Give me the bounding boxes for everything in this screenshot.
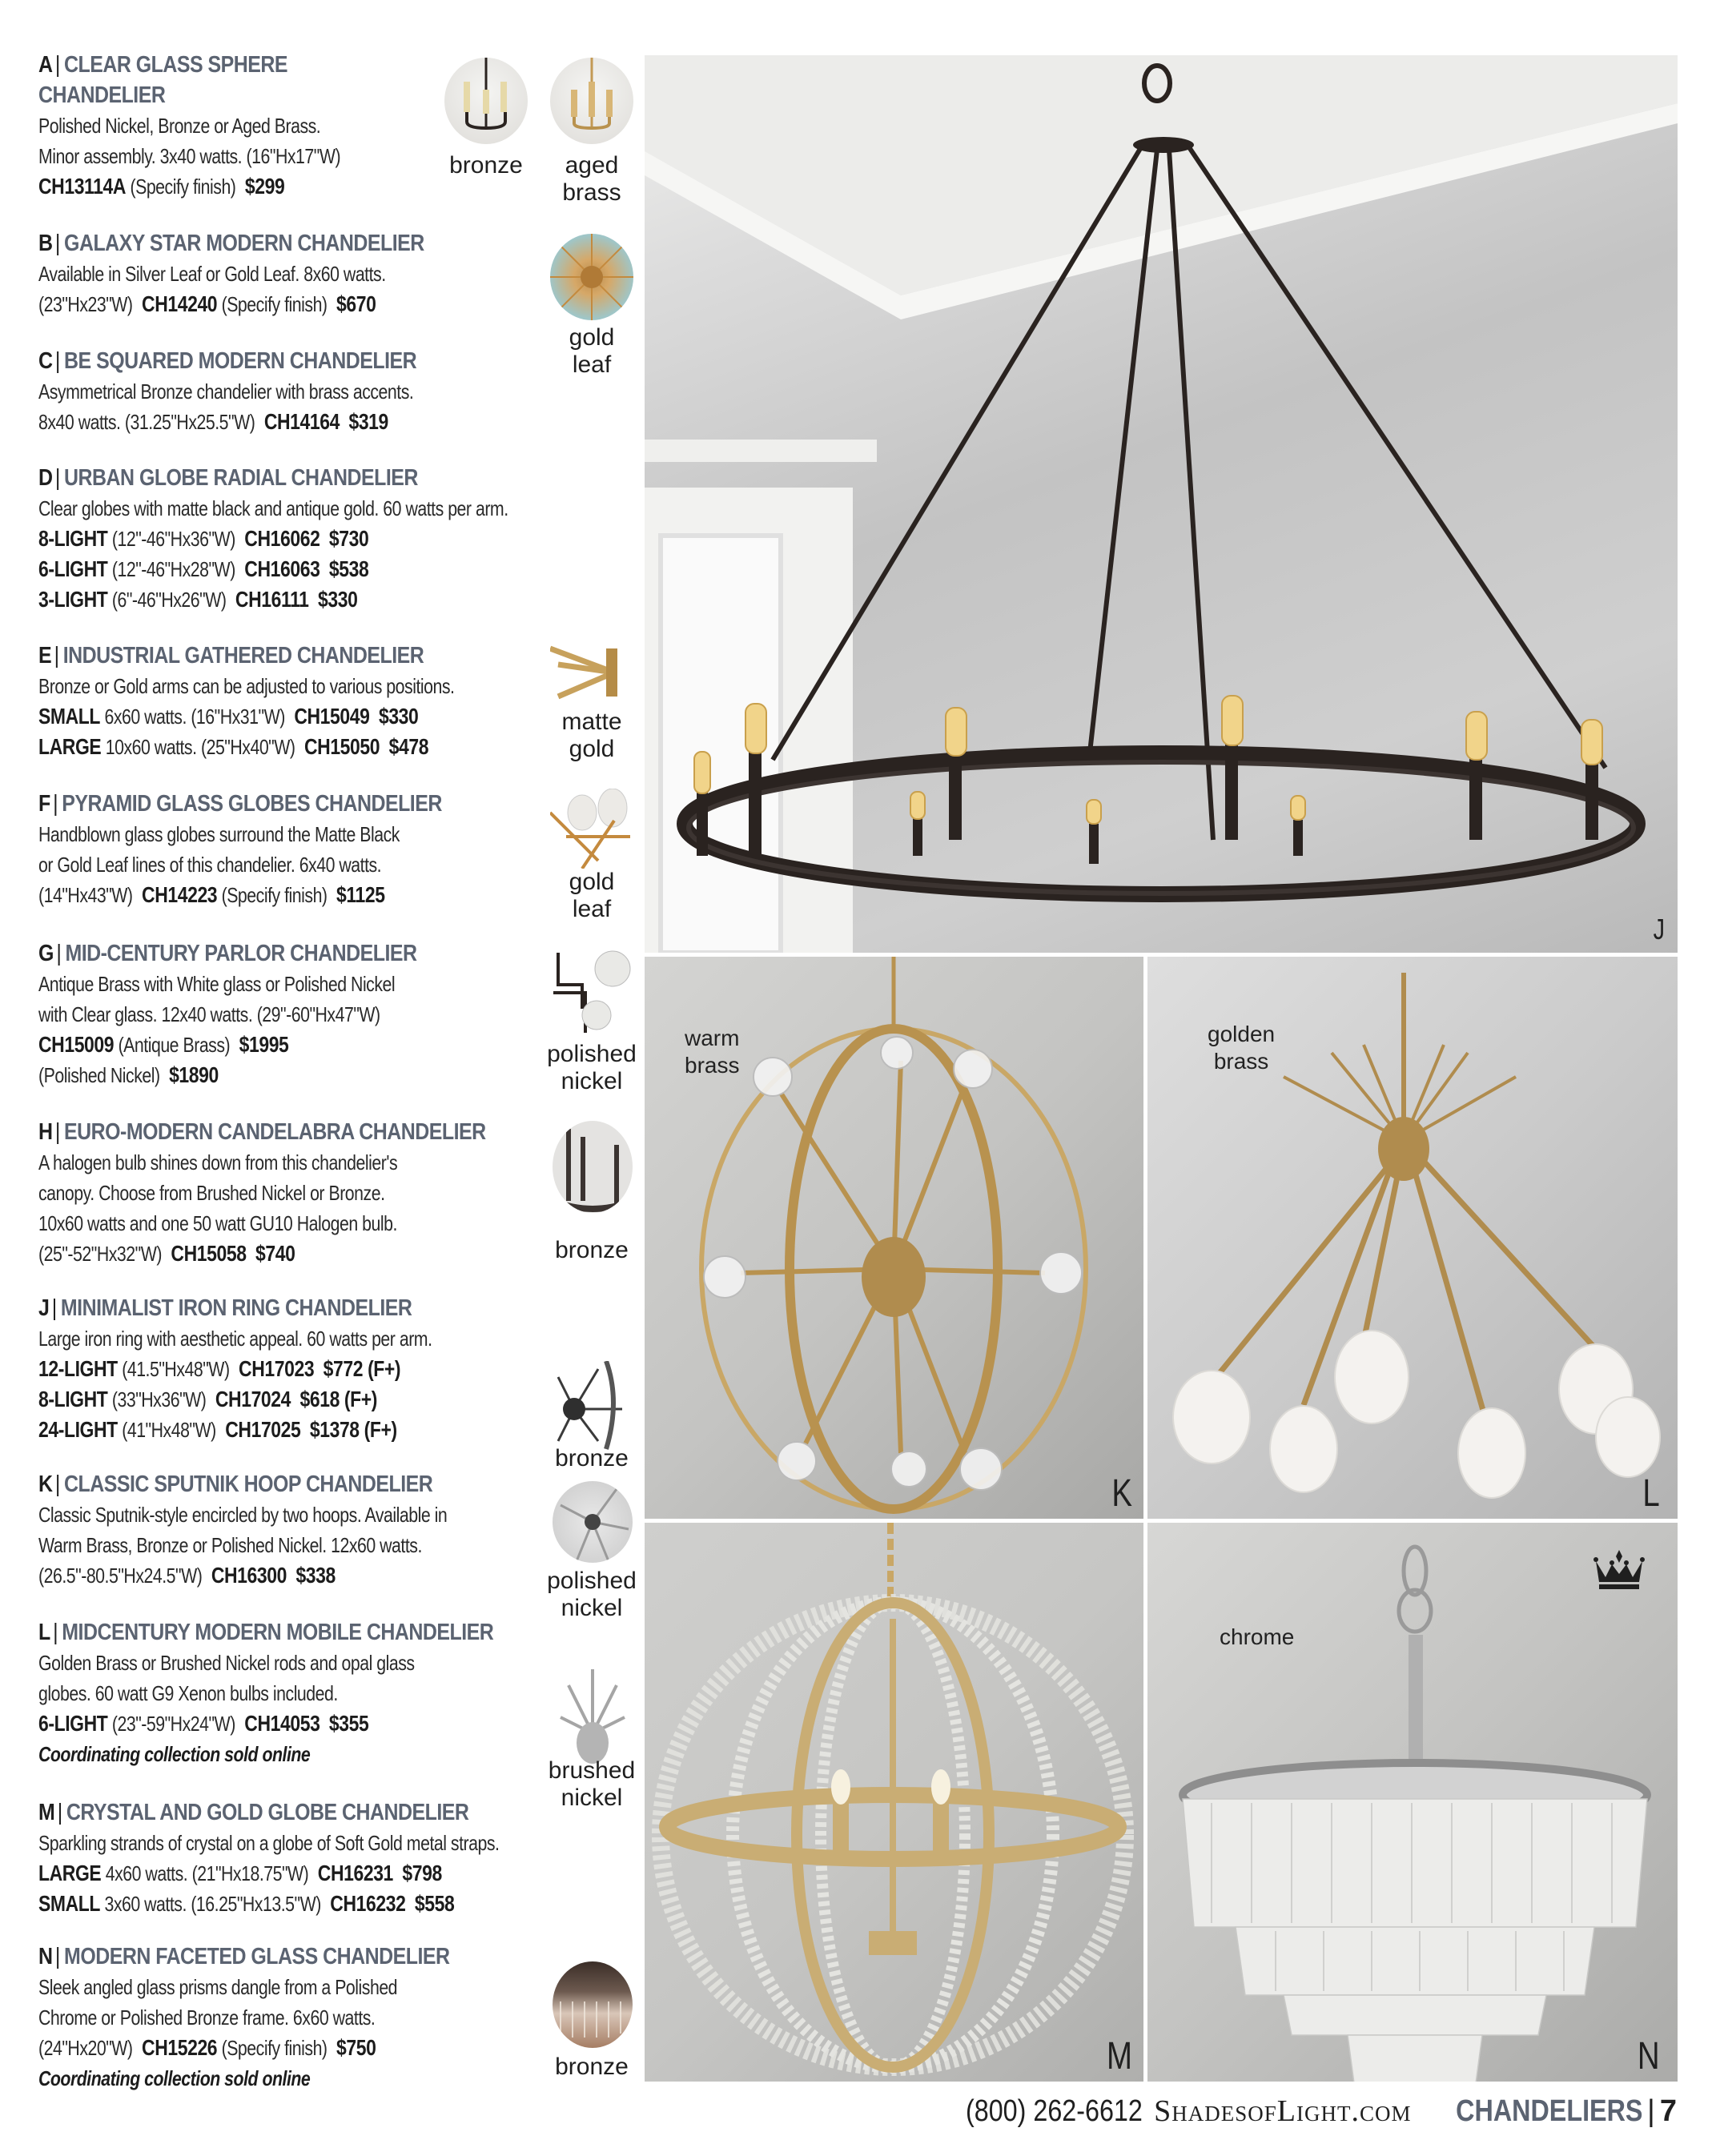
product-heading: G | MID-CENTURY PARLOR CHANDELIER [38,941,417,966]
product-desc: or Gold Leaf lines of this chandelier. 6x40 watts. [38,853,382,877]
variant-line: 6-LIGHT (12"-46"Hx28"W) CH16063 $538 [38,556,369,581]
finish-label-n: chrome [1220,1624,1295,1649]
product-desc: Golden Brass or Brushed Nickel rods and opal glass [38,1651,415,1675]
online-note: Coordinating collection sold online [38,1742,311,1766]
finish-label: bronze [555,2054,629,2080]
product-desc: 10x60 watts and one 50 watt GU10 Halogen bulb. [38,1211,397,1235]
panel-letter-m: M [1107,2035,1132,2078]
product-desc: Classic Sputnik-style encircled by two hoops. Available in [38,1503,448,1527]
finish-thumb-g-polished-nickel [550,945,633,1041]
finish-thumb-n-bronze [553,1961,633,2048]
variant-line: 12-LIGHT (41.5"Hx48"W) CH17023 $772 (F+) [38,1356,401,1381]
finish-label: bronze [449,152,523,179]
product-heading: N | MODERN FACETED GLASS CHANDELIER [38,1944,450,1969]
photo-panel-m [645,1523,1143,2082]
product-m [38,1797,631,1919]
finish-thumb-k-polished-nickel [553,1481,633,1563]
phone-number: (800) 262-6612 [966,2094,1143,2128]
product-desc: with Clear glass. 12x40 watts. (29"-60"Hx47"W) [38,1002,380,1026]
variant-line: 6-LIGHT (23"-59"Hx24"W) CH14053 $355 [38,1711,369,1736]
finish-thumb-e-matte-gold [550,632,633,713]
variant-line: 24-LIGHT (41"Hx48"W) CH17025 $1378 (F+) [38,1417,397,1442]
product-heading: H | EURO-MODERN CANDELABRA CHANDELIER [38,1119,486,1145]
finish-label: matte gold [561,709,622,762]
finish-thumb-f-gold-leaf [550,789,633,869]
photo-panel-n [1147,1523,1678,2082]
product-desc: Polished Nickel, Bronze or Aged Brass. [38,114,321,138]
product-heading: B | GALAXY STAR MODERN CHANDELIER [38,231,424,256]
iron-ring-chandelier-image [645,55,1678,953]
finish-label: aged brass [562,152,621,206]
sku-line: (26.5"-80.5"Hx24.5"W) CH16300 $338 [38,1563,336,1588]
sku-line: (25"-52"Hx32"W) CH15058 $740 [38,1241,295,1266]
finish-thumb-a-aged-brass [550,58,633,144]
product-desc: canopy. Choose from Brushed Nickel or Bronze. [38,1181,385,1205]
sku-line: (23"Hx23"W) CH14240 (Specify finish) $670 [38,291,376,316]
finish-label: polished nickel [547,1041,637,1094]
product-desc: Chrome or Polished Bronze frame. 6x60 watts. [38,2005,376,2030]
panel-letter-l: L [1642,1472,1660,1515]
product-desc: A halogen bulb shines down from this chandelier's [38,1150,398,1174]
variant-line: 8-LIGHT (12"-46"Hx36"W) CH16062 $730 [38,526,369,551]
product-desc: Bronze or Gold arms can be adjusted to various positions. [38,674,455,698]
product-desc: Large iron ring with aesthetic appeal. 60 watts per arm. [38,1327,432,1351]
panel-letter-k: K [1111,1472,1132,1515]
finish-label-k: warm brass [685,1026,740,1078]
product-desc: Warm Brass, Bronze or Polished Nickel. 12x60 watts. [38,1533,422,1557]
variant-line: 8-LIGHT (33"Hx36"W) CH17024 $618 (F+) [38,1387,377,1411]
product-heading: E | INDUSTRIAL GATHERED CHANDELIER [38,643,424,668]
finish-label: bronze [555,1237,629,1263]
product-desc: Sleek angled glass prisms dangle from a Polished [38,1975,398,1999]
crystal-globe-chandelier-image [645,1523,1143,2082]
sku-line: (24"Hx20"W) CH15226 (Specify finish) $750 [38,2035,376,2060]
product-heading: J | MINIMALIST IRON RING CHANDELIER [38,1295,412,1321]
variant-line: 3-LIGHT (6"-46"Hx26"W) CH16111 $330 [38,587,358,612]
website-link[interactable]: ShadesofLight.com [1154,2094,1412,2128]
finish-label: polished nickel [547,1568,637,1621]
product-heading: K | CLASSIC SPUTNIK HOOP CHANDELIER [38,1471,433,1497]
product-desc: Clear globes with matte black and antique gold. 60 watts per arm. [38,496,508,520]
finish-label: gold leaf [569,869,615,922]
finish-thumb-b-gold-leaf [550,234,633,320]
product-heading: C | BE SQUARED MODERN CHANDELIER [38,348,417,374]
variant-line: SMALL 3x60 watts. (16.25"Hx13.5"W) CH16232 $558 [38,1891,455,1916]
variant-line: LARGE 10x60 watts. (25"Hx40"W) CH15050 $478 [38,734,429,759]
sku-line: (Polished Nickel) $1890 [38,1062,219,1087]
finish-thumb-l-brushed-nickel [553,1669,633,1765]
product-b [38,228,631,319]
variant-line: SMALL 6x60 watts. (16"Hx31"W) CH15049 $330 [38,704,419,729]
product-d [38,463,631,615]
page-number: 7 [1659,2094,1677,2128]
product-desc: Antique Brass with White glass or Polished Nickel [38,972,396,996]
product-heading: D | URBAN GLOBE RADIAL CHANDELIER [38,465,418,491]
variant-line: LARGE 4x60 watts. (21"Hx18.75"W) CH16231 $798 [38,1861,442,1885]
finish-thumb-h-bronze [553,1121,633,1213]
product-heading: L | MIDCENTURY MODERN MOBILE CHANDELIER [38,1620,494,1645]
product-heading: A | CLEAR GLASS SPHERE CHANDELIER [38,52,288,108]
product-desc: Minor assembly. 3x40 watts. (16"Hx17"W) [38,144,341,168]
product-heading: F | PYRAMID GLASS GLOBES CHANDELIER [38,791,442,817]
product-desc: Available in Silver Leaf or Gold Leaf. 8x60 watts. [38,262,386,286]
section-name: CHANDELIERS [1455,2094,1642,2128]
product-desc: Handblown glass globes surround the Matte Black [38,822,400,846]
crown-icon [1593,1547,1646,1592]
page-footer: (800) 262-6612 ShadesofLight.com CHANDELIERS | 7 [934,2091,1677,2131]
faceted-glass-chandelier-image [1147,1523,1678,2082]
product-l [38,1617,631,1769]
finish-label: brushed nickel [548,1757,636,1811]
photo-panel-l [1147,957,1678,1519]
photo-panel-k [645,957,1143,1519]
product-desc: globes. 60 watt G9 Xenon bulbs included. [38,1681,338,1705]
finish-label-l: golden brass [1208,1022,1276,1074]
product-j [38,1293,631,1445]
product-desc: Asymmetrical Bronze chandelier with brass accents. [38,379,414,403]
sku-line: (14"Hx43"W) CH14223 (Specify finish) $1125 [38,882,385,907]
finish-label: gold leaf [569,324,615,378]
online-note: Coordinating collection sold online [38,2066,311,2090]
finish-thumb-j-bronze [550,1361,633,1451]
product-heading: M | CRYSTAL AND GOLD GLOBE CHANDELIER [38,1800,469,1825]
finish-thumb-a-bronze [444,58,528,144]
panel-letter-n: N [1638,2035,1660,2078]
sku-line: CH13114A (Specify finish) $299 [38,174,285,199]
finish-label: bronze [555,1445,629,1471]
sku-line: CH15009 (Antique Brass) $1995 [38,1032,289,1057]
sku-line: 8x40 watts. (31.25"Hx25.5"W) CH14164 $319 [38,409,388,434]
photo-panel-j [645,55,1678,953]
product-desc: Sparkling strands of crystal on a globe of Soft Gold metal straps. [38,1831,500,1855]
panel-letter-j: J [1653,913,1665,946]
